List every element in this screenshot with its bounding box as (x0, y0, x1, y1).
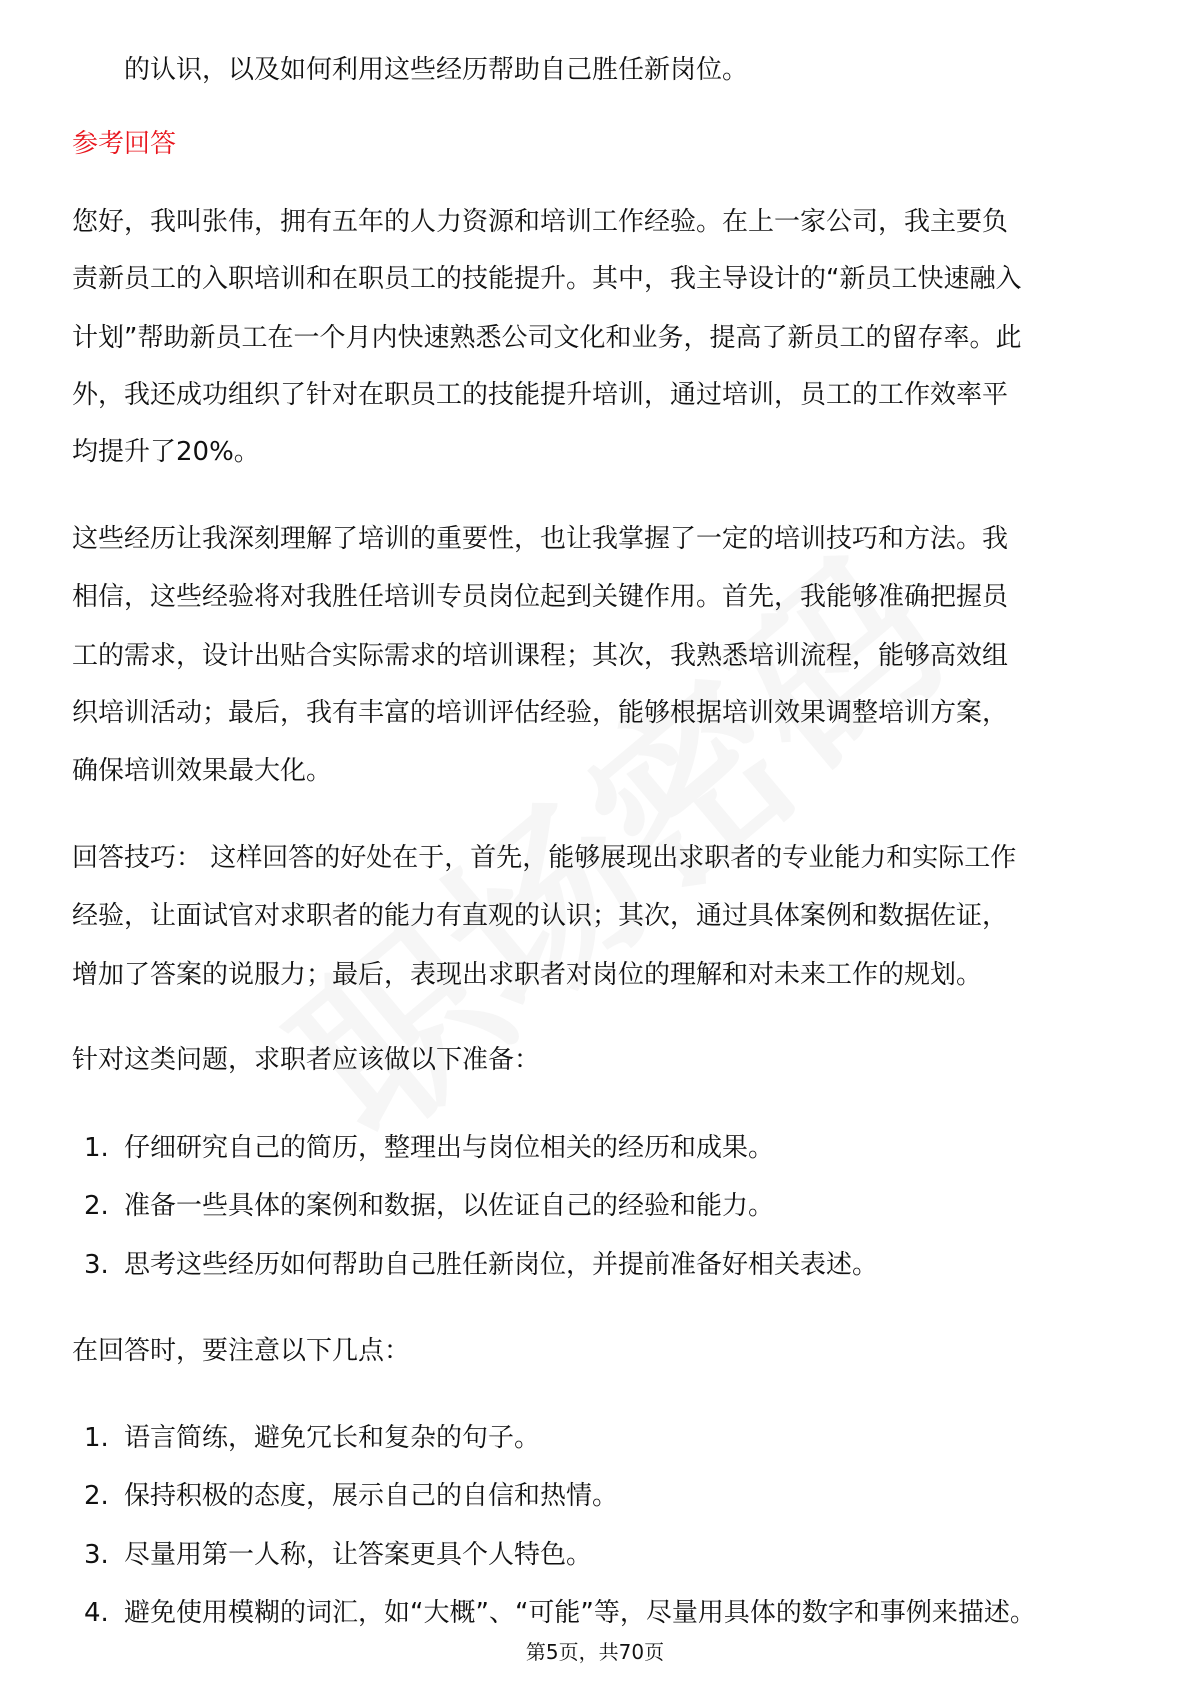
para2-line: 确保培训效果最大化。 (72, 756, 333, 786)
para2-line: 织培训活动；最后，我有丰富的培训评估经验，能够根据培训效果调整培训方案， (72, 698, 1009, 728)
list-text: 仔细研究自己的简历，整理出与岗位相关的经历和成果。 (124, 1133, 775, 1163)
list-number: 1. (84, 1423, 109, 1453)
para1-line: 计划”帮助新员工在一个月内快速熟悉公司文化和业务，提高了新员工的留存率。此 (72, 323, 1022, 353)
page-footer: 第5页，共70页 (525, 1640, 665, 1664)
prep-item (84, 1132, 774, 1164)
list-text: 思考这些经历如何帮助自己胜任新岗位，并提前准备好相关表述。 (124, 1250, 879, 1280)
para1-line: 您好，我叫张伟，拥有五年的人力资源和培训工作经验。在上一家公司，我主要负 (72, 207, 1009, 237)
prep-intro: 针对这类问题，求职者应该做以下准备： (72, 1045, 541, 1075)
para2-line: 相信，这些经验将对我胜任培训专员岗位起到关键作用。首先，我能够准确把握员 (72, 582, 1009, 612)
para2-line: 工的需求，设计出贴合实际需求的培训课程；其次，我熟悉培训流程，能够高效组 (72, 641, 1009, 671)
list-number: 4. (84, 1598, 109, 1628)
para2-line: 这些经历让我深刻理解了培训的重要性，也让我掌握了一定的培训技巧和方法。我 (72, 524, 1009, 554)
list-text: 保持积极的态度，展示自己的自信和热情。 (124, 1481, 619, 1511)
section-heading: 参考回答 (72, 129, 177, 159)
list-number: 3. (84, 1540, 109, 1570)
list-text: 语言简练，避免冗长和复杂的句子。 (124, 1423, 541, 1453)
note-item (84, 1422, 540, 1454)
note-item (84, 1539, 592, 1571)
list-number: 3. (84, 1250, 109, 1280)
prep-item (84, 1249, 878, 1281)
para1-line: 外，我还成功组织了针对在职员工的技能提升培训，通过培训，员工的工作效率平 (72, 380, 1009, 410)
list-text: 尽量用第一人称，让答案更具个人特色。 (124, 1540, 593, 1570)
tips-line: 回答技巧： 这样回答的好处在于，首先，能够展现出求职者的专业能力和实际工作 (72, 843, 1017, 873)
notes-intro: 在回答时，要注意以下几点： (72, 1336, 411, 1366)
list-text: 避免使用模糊的词汇，如“大概”、“可能”等，尽量用具体的数字和事例来描述。 (124, 1598, 1036, 1628)
tips-line: 经验，让面试官对求职者的能力有直观的认识；其次，通过具体案例和数据佐证， (72, 901, 1009, 931)
note-item (84, 1480, 618, 1512)
para1-line: 均提升了20%。 (72, 437, 260, 467)
prep-item (84, 1190, 774, 1222)
list-number: 2. (84, 1481, 109, 1511)
list-text: 准备一些具体的案例和数据，以佐证自己的经验和能力。 (124, 1191, 775, 1221)
para1-line: 责新员工的入职培训和在职员工的技能提升。其中，我主导设计的“新员工快速融入 (72, 264, 1022, 294)
tips-line: 增加了答案的说服力；最后，表现出求职者对岗位的理解和对未来工作的规划。 (72, 960, 983, 990)
list-number: 1. (84, 1133, 109, 1163)
note-item (84, 1597, 1036, 1629)
intro-tail: 的认识，以及如何利用这些经历帮助自己胜任新岗位。 (124, 55, 749, 85)
list-number: 2. (84, 1191, 109, 1221)
